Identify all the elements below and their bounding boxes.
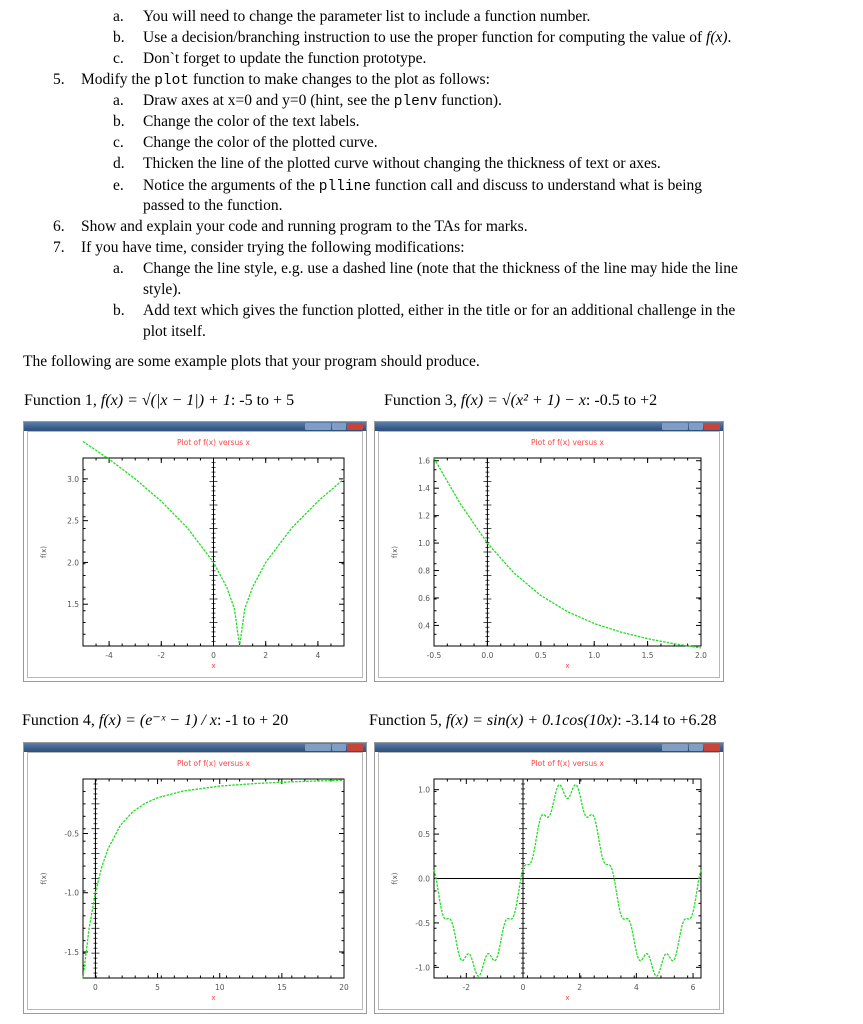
x-axis-label: x <box>211 662 216 670</box>
text-segment: . <box>727 29 732 46</box>
x-tick-label: 2 <box>263 651 269 660</box>
list-item-text <box>143 322 206 342</box>
plot-title: Plot of f(x) versus x <box>177 759 250 768</box>
y-tick-label: 0.5 <box>418 830 430 840</box>
x-tick-label: 0 <box>93 983 98 992</box>
title-bar <box>375 422 723 431</box>
y-tick-label: -1.0 <box>415 963 430 973</box>
plot-svg <box>28 432 362 678</box>
y-tick-label: 2.0 <box>67 558 79 568</box>
list-marker: 7. <box>53 239 65 256</box>
y-axis-label: f(x) <box>391 872 399 885</box>
plot-frame <box>434 458 701 646</box>
x-tick-label: 2.0 <box>695 651 707 660</box>
list-marker: d. <box>113 155 125 172</box>
text-segment: Don`t forget to update the function prototype. <box>143 50 427 67</box>
caption-f1 <box>24 390 294 412</box>
caption-f4-label: Function 4, <box>22 712 95 729</box>
x-tick-label: 1.5 <box>641 651 654 660</box>
plot-frame <box>83 779 344 978</box>
text-segment: passed to the function. <box>143 197 283 214</box>
list-marker: c. <box>113 134 124 151</box>
y-tick-label: 1.0 <box>418 785 430 795</box>
code-token: plline <box>318 179 371 195</box>
list-marker: b. <box>113 29 125 46</box>
plot-svg <box>379 432 719 678</box>
maximize-button[interactable] <box>689 744 703 751</box>
y-tick-label: 0.0 <box>418 874 430 884</box>
x-axis-label: x <box>565 662 570 670</box>
minimize-button[interactable] <box>662 423 688 430</box>
x-tick-label: 10 <box>214 983 225 992</box>
caption-f3-formula: f(x) = √(x² + 1) − x <box>460 392 586 409</box>
x-tick-label: -0.5 <box>426 651 442 660</box>
list-item-text <box>81 217 528 237</box>
list-item-text <box>143 154 661 174</box>
caption-f5 <box>369 710 716 732</box>
list-marker: b. <box>113 113 125 130</box>
y-axis-label: f(x) <box>40 545 48 559</box>
list-marker: c. <box>113 50 124 67</box>
plot-title: Plot of f(x) versus x <box>531 759 604 768</box>
y-tick-label: 1.0 <box>418 539 430 549</box>
maximize-button[interactable] <box>332 744 346 751</box>
curve-f5 <box>434 785 701 977</box>
list-marker: b. <box>113 302 125 319</box>
x-tick-label: 2 <box>577 983 583 992</box>
plot-canvas <box>27 431 363 678</box>
title-bar <box>375 743 723 752</box>
plot-canvas <box>378 431 720 678</box>
text-segment: style). <box>143 281 182 298</box>
list-item-text <box>143 259 738 279</box>
y-axis-label: f(x) <box>40 872 48 885</box>
text-segment: Thicken the line of the plotted curve without changing the thickness of text or axes. <box>143 155 661 172</box>
curve-f4 <box>83 780 344 978</box>
code-token: plenv <box>393 94 438 110</box>
y-tick-label: 1.2 <box>418 511 430 521</box>
list-item-text <box>81 70 490 91</box>
list-item-text <box>143 280 181 300</box>
x-tick-label: 1.0 <box>588 651 601 660</box>
x-tick-label: 6 <box>690 983 696 992</box>
intro-text: The following are some example plots that your program should produce. <box>23 353 480 370</box>
text-segment: Show and explain your code and running program to the TAs for marks. <box>81 218 528 235</box>
list-item-text <box>143 112 360 132</box>
y-tick-label: 1.6 <box>418 456 430 466</box>
list-item-text <box>81 238 465 258</box>
close-button[interactable] <box>704 744 720 751</box>
text-segment: Use a decision/branching instruction to use the proper function for computing the value of <box>143 29 707 46</box>
list-item-text <box>143 7 590 27</box>
title-bar <box>24 743 366 752</box>
text-segment: Change the line style, e.g. use a dashed line (note that the thickness of the line may hide the line <box>143 260 738 277</box>
text-segment: Draw axes at x=0 and y=0 (hint, see the <box>143 92 394 109</box>
y-tick-label: 0.6 <box>418 593 430 603</box>
y-tick-label: -0.5 <box>64 829 79 839</box>
plot-title: Plot of f(x) versus x <box>177 438 250 447</box>
caption-f3-label: Function 3, <box>384 392 457 409</box>
y-tick-label: 3.0 <box>67 474 79 484</box>
caption-f3 <box>384 390 657 412</box>
plot-window-f4 <box>23 742 367 1014</box>
plot-title: Plot of f(x) versus x <box>531 438 604 447</box>
x-tick-label: 4 <box>633 983 639 992</box>
x-tick-label: 5 <box>155 983 160 992</box>
text-segment: You will need to change the parameter list to include a function number. <box>143 8 591 25</box>
list-item-text <box>143 49 426 69</box>
list-item-text <box>143 133 378 153</box>
maximize-button[interactable] <box>689 423 703 430</box>
text-segment: Change the color of the plotted curve. <box>143 134 378 151</box>
x-tick-label: -2 <box>462 983 471 992</box>
x-tick-label: 0 <box>520 983 526 992</box>
list-marker: a. <box>113 92 124 109</box>
text-segment: function call and discuss to understand what is being <box>370 177 703 194</box>
list-marker: a. <box>113 260 124 277</box>
list-item-text <box>143 176 702 197</box>
x-tick-label: 0 <box>211 651 216 660</box>
x-tick-label: 20 <box>339 983 349 992</box>
list-item-text <box>143 28 731 48</box>
list-item-text <box>143 301 735 321</box>
caption-f4-formula: f(x) = (e⁻ˣ − 1) / x <box>98 712 217 729</box>
minimize-button[interactable] <box>305 423 331 430</box>
plot-canvas <box>378 752 720 1010</box>
text-segment: Modify the <box>81 71 155 88</box>
plot-window-f5 <box>374 742 724 1014</box>
caption-f1-formula: f(x) = √(|x − 1|) + 1 <box>100 392 231 409</box>
caption-f1-label: Function 1, <box>24 392 97 409</box>
x-tick-label: -2 <box>157 651 166 660</box>
caption-f5-label: Function 5, <box>369 712 442 729</box>
x-tick-label: -4 <box>105 651 113 660</box>
curve-f3 <box>434 458 701 648</box>
list-marker: a. <box>113 8 124 25</box>
x-axis-label: x <box>211 994 216 1002</box>
text-segment: Change the color of the text labels. <box>143 113 360 130</box>
x-tick-label: 0.5 <box>534 651 547 660</box>
list-marker: 5. <box>53 71 65 88</box>
list-marker: 6. <box>53 218 65 235</box>
caption-f4-range: : -1 to + 20 <box>216 712 289 729</box>
list-item-text <box>143 196 282 216</box>
y-tick-label: -0.5 <box>415 918 430 928</box>
caption-f3-range: : -0.5 to +2 <box>585 392 658 409</box>
x-tick-label: 4 <box>315 651 321 660</box>
y-tick-label: 0.4 <box>418 621 430 631</box>
plot-window-f1 <box>23 421 367 682</box>
plot-canvas <box>27 752 363 1010</box>
minimize-button[interactable] <box>662 744 688 751</box>
code-token: plot <box>154 73 189 89</box>
y-tick-label: 2.5 <box>67 516 79 526</box>
caption-f5-range: : -3.14 to +6.28 <box>617 712 717 729</box>
close-button[interactable] <box>704 423 720 430</box>
y-axis-label: f(x) <box>391 545 399 559</box>
x-axis-label: x <box>565 994 570 1002</box>
text-segment: plot itself. <box>143 323 206 340</box>
plot-svg <box>379 753 719 1010</box>
maximize-button[interactable] <box>332 423 346 430</box>
y-tick-label: -1.5 <box>64 947 79 957</box>
text-segment: function to make changes to the plot as follows: <box>189 71 490 88</box>
title-bar <box>24 422 366 431</box>
caption-f4 <box>22 710 288 732</box>
x-tick-label: 15 <box>277 983 287 992</box>
text-segment: function). <box>437 92 502 109</box>
caption-f1-range: : -5 to + 5 <box>230 392 295 409</box>
math-token: f(x) <box>706 29 728 46</box>
y-tick-label: 0.8 <box>418 566 430 576</box>
close-button[interactable] <box>347 423 363 430</box>
list-marker: e. <box>113 177 124 194</box>
plot-window-f3 <box>374 421 724 682</box>
text-segment: Add text which gives the function plotted, either in the title or for an additional challenge in the <box>143 302 736 319</box>
y-tick-label: -1.0 <box>64 888 79 898</box>
minimize-button[interactable] <box>305 744 331 751</box>
list-item-text <box>143 91 502 112</box>
plot-svg <box>28 753 362 1010</box>
y-tick-label: 1.4 <box>418 484 430 494</box>
close-button[interactable] <box>347 744 363 751</box>
caption-f5-formula: f(x) = sin(x) + 0.1cos(10x) <box>445 712 618 729</box>
y-tick-label: 1.5 <box>67 600 79 610</box>
x-tick-label: 0.0 <box>481 651 494 660</box>
text-segment: If you have time, consider trying the following modifications: <box>81 239 465 256</box>
text-segment: Notice the arguments of the <box>143 177 319 194</box>
